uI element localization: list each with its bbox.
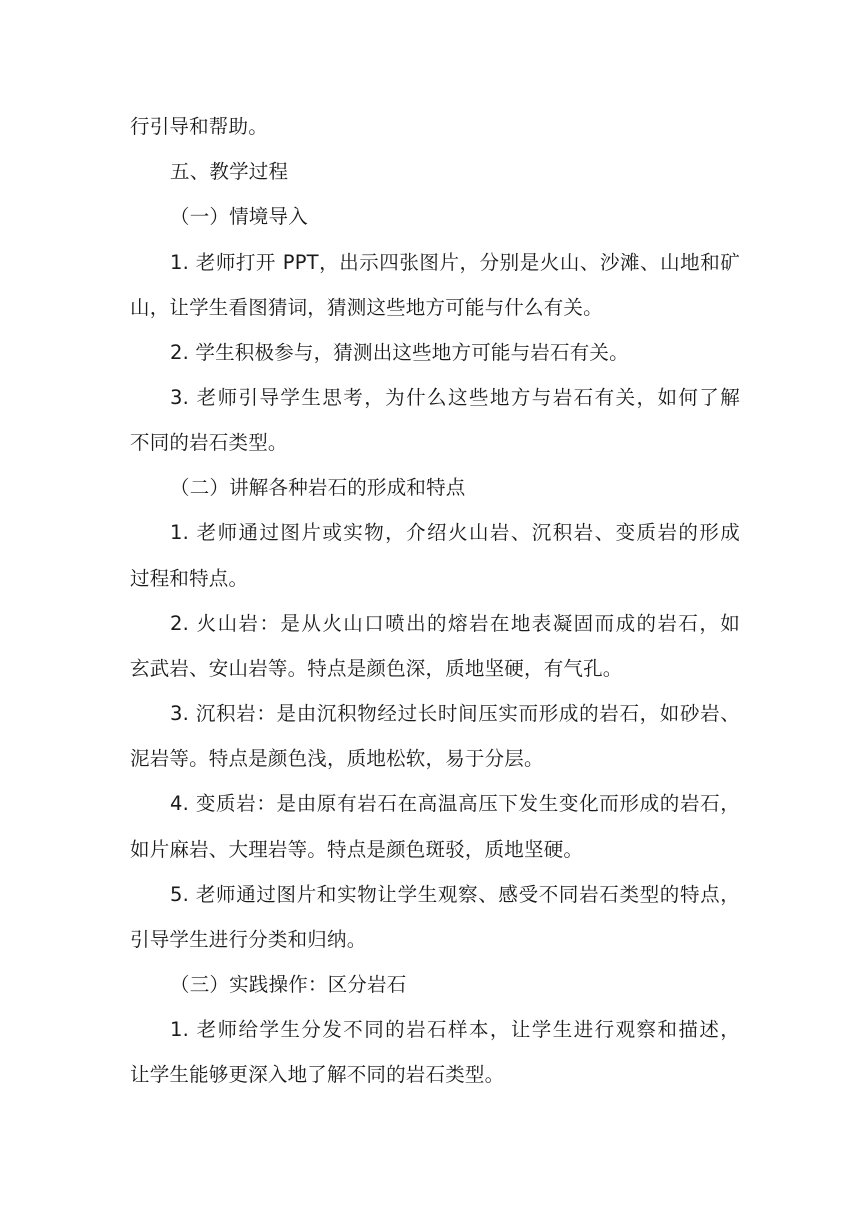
list-item-line: 5. 老师通过图片和实物让学生观察、感受不同岩石类型的特点， bbox=[170, 883, 740, 906]
list-item-line: 2. 火山岩：是从火山口喷出的熔岩在地表凝固而成的岩石，如 bbox=[170, 612, 740, 635]
list-item-line: 引导学生进行分类和归纳。 bbox=[130, 928, 367, 951]
list-item-line: 3. 老师引导学生思考，为什么这些地方与岩石有关，如何了解 bbox=[170, 386, 740, 409]
list-item-line: 山，让学生看图猜词，猜测这些地方可能与什么有关。 bbox=[130, 296, 603, 319]
list-item-line: 过程和特点。 bbox=[130, 567, 249, 590]
list-item-line: 1. 老师给学生分发不同的岩石样本，让学生进行观察和描述， bbox=[170, 1018, 740, 1041]
list-item-line: 1. 老师打开 PPT，出示四张图片，分别是火山、沙滩、山地和矿 bbox=[170, 251, 740, 274]
list-item-line: 不同的岩石类型。 bbox=[130, 431, 288, 454]
section-heading: 五、教学过程 bbox=[170, 160, 289, 183]
list-item-line: 玄武岩、安山岩等。特点是颜色深，质地坚硬，有气孔。 bbox=[130, 657, 623, 680]
list-item-line: 1. 老师通过图片或实物，介绍火山岩、沉积岩、变质岩的形成 bbox=[170, 521, 740, 544]
list-item-line: 3. 沉积岩：是由沉积物经过长时间压实而形成的岩石，如砂岩、 bbox=[170, 702, 740, 725]
list-item-line: 泥岩等。特点是颜色浅，质地松软，易于分层。 bbox=[130, 747, 544, 770]
subsection-heading: （一）情境导入 bbox=[170, 205, 308, 228]
list-item-line: 如片麻岩、大理岩等。特点是颜色斑驳，质地坚硬。 bbox=[130, 838, 584, 861]
list-item-line: 4. 变质岩：是由原有岩石在高温高压下发生变化而形成的岩石， bbox=[170, 792, 740, 815]
subsection-heading: （二）讲解各种岩石的形成和特点 bbox=[170, 476, 466, 499]
list-item-line: 2. 学生积极参与，猜测出这些地方可能与岩石有关。 bbox=[170, 341, 629, 364]
subsection-heading: （三）实践操作：区分岩石 bbox=[170, 973, 407, 996]
list-item-line: 让学生能够更深入地了解不同的岩石类型。 bbox=[130, 1063, 505, 1086]
paragraph-continuation: 行引导和帮助。 bbox=[130, 115, 268, 138]
